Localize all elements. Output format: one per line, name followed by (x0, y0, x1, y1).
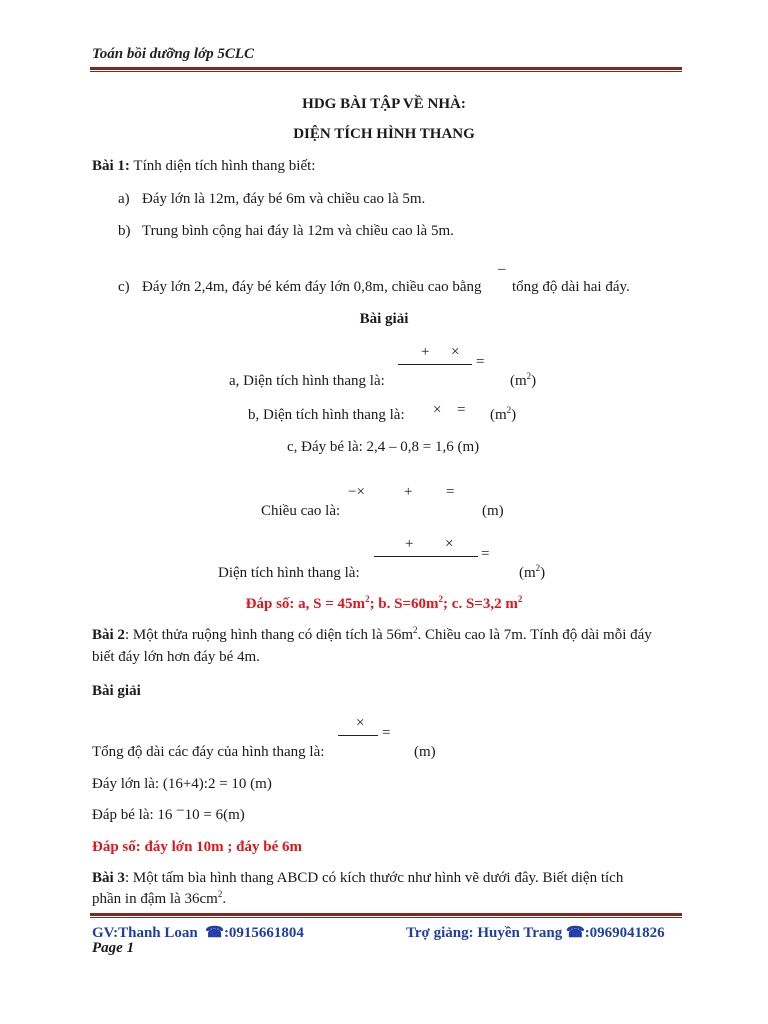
page-number: Page 1 (92, 940, 135, 956)
bai1-c-text1: Đáy lớn 2,4m, đáy bé kém đáy lớn 0,8m, chiều cao bằng (142, 279, 482, 295)
bai1-text: Tính diện tích hình thang biết: (129, 158, 316, 174)
sum-times: × (356, 715, 365, 731)
height-equals: = (446, 484, 455, 500)
sum-unit: (m) (414, 744, 436, 760)
area-text: Diện tích hình thang là: (218, 565, 360, 581)
a-plus: + (421, 344, 430, 360)
a-times: × (451, 344, 460, 360)
bai3-line2: phần in đậm là $36cm^2$. (92, 889, 227, 907)
footer-rule-thin (90, 917, 682, 918)
small-base-line: Đáp bé là: 16 −10 = 6(m) (92, 803, 245, 823)
footer-teacher: GV:Thanh Loan ☎:0915661804 (92, 925, 304, 941)
b-equals: = (457, 402, 466, 418)
sum-text: Tổng độ dài các đáy của hình thang là: (92, 744, 325, 760)
heading-homework: HDG BÀI TẬP VỀ NHÀ: (302, 96, 466, 112)
bai1-c-fraction-bar: – (498, 261, 506, 277)
area-fraction-line (374, 556, 478, 557)
heading-topic: DIỆN TÍCH HÌNH THANG (293, 126, 475, 142)
a-equals: = (476, 354, 485, 370)
bai2-line1: Bài 2: Một thửa ruộng hình thang có diện tích là $56m^2$. Chiều cao là 7m. Tính độ dài mỗi đáy (92, 625, 652, 643)
bai1-c-text2: tổng độ dài hai đáy. (512, 279, 630, 295)
bai1-c-label: c) (118, 279, 130, 295)
bai1-line (92, 158, 315, 175)
area-equals: = (481, 546, 490, 562)
c-small-base: c, Đáy bé là: 2,4 – 0,8 = 1,6 (m) (287, 439, 480, 455)
answer1: Đáp số: a, $S = 45m^2$; b. $S=60m^2$; c. S=3,2 $m^2$ (245, 594, 523, 612)
header-title: Toán bồi dưỡng lớp 5CLC (92, 46, 255, 62)
height-plus: + (404, 484, 413, 500)
height-text: Chiều cao là: (261, 503, 341, 519)
b-unit: $(m^2)$ (490, 405, 517, 423)
a-fraction-line (398, 364, 472, 365)
bai1-b-text: Trung bình cộng hai đáy là 12m và chiều cao là 5m. (142, 223, 454, 239)
bai3-line1: Bài 3: Một tấm bìa hình thang ABCD có kích thước như hình vẽ dưới đây. Biết diện tích (92, 870, 624, 886)
sum-equals: = (382, 725, 391, 741)
a-unit: $(m^2)$ (510, 371, 537, 389)
solution1-title: Bài giải (359, 311, 409, 327)
height-unit: (m) (482, 503, 504, 519)
area-times: × (445, 536, 454, 552)
footer-assistant: Trợ giảng: Huyền Trang ☎:0969041826 (406, 925, 665, 941)
bai1-a-text: Đáy lớn là 12m, đáy bé 6m và chiều cao là 5m. (142, 191, 426, 207)
phone-icon: ☎ (205, 925, 224, 941)
bai2-line2: biết đáy lớn hơn đáy bé 4m. (92, 649, 260, 665)
phone-icon: ☎ (566, 925, 585, 941)
answer2: Đáp số: đáy lớn 10m ; đáy bé 6m (92, 839, 302, 855)
b-area-text: b, Diện tích hình thang là: (248, 407, 405, 423)
area-plus: + (405, 536, 414, 552)
solution2-title: Bài giải (92, 683, 141, 699)
a-area-text: a, Diện tích hình thang là: (229, 373, 385, 389)
big-base-text: Đáy lớn là: (16+4):2 = 10 (m) (92, 776, 272, 792)
bai1-label: Bài 1: (92, 158, 130, 174)
sum-fraction-line (338, 735, 378, 736)
b-times: × (433, 402, 442, 418)
bai1-b-label: b) (118, 223, 131, 239)
header-rule (90, 67, 682, 70)
footer-rule (90, 913, 682, 916)
bai1-a-label: a) (118, 191, 130, 207)
header-rule-thin (90, 71, 682, 72)
area-unit: $(m^2)$ (519, 563, 546, 581)
height-minus-times: −× (348, 484, 365, 500)
